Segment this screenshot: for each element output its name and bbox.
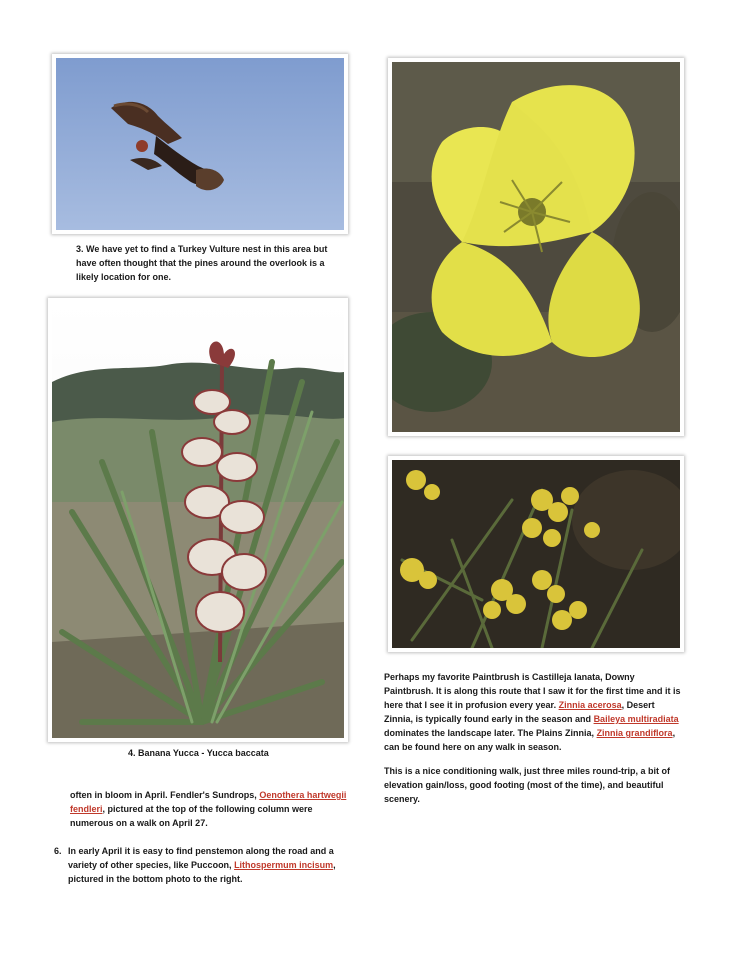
list-number: 6. <box>54 846 62 856</box>
yucca-photo <box>52 302 344 738</box>
baileya-link[interactable]: Baileya multiradiata <box>593 714 679 724</box>
vulture-photo <box>56 58 344 230</box>
yucca-caption: 4. Banana Yucca - Yucca baccata <box>128 748 269 758</box>
oenothera-link[interactable]: Oenothera hartwegii fendleri <box>70 790 347 814</box>
right-column-text <box>384 670 684 816</box>
left-paragraph-1: often in bloom in April. Fendler's Sundrops, Oenothera hartwegii fendleri, pictured at the top of the following column were numerous on a walk on April 27. <box>70 790 347 828</box>
right-paragraph-1: Perhaps my favorite Paintbrush is Castilleja lanata, Downy Paintbrush. It is along this route that I saw it for the first time and it is here that I see it in profusion every year. Zinnia acerosa, Desert Zinnia, is typically found early in the season and Baileya multiradiata dominates the landscape later. The Plains Zinnia, Zinnia grandiflora, can be found here on any walk in season. <box>384 672 681 752</box>
puccoon-photo <box>392 460 680 648</box>
vulture-photo-frame <box>52 54 348 234</box>
left-column-text <box>70 788 352 840</box>
zinnia-acerosa-link[interactable]: Zinnia acerosa <box>558 700 622 710</box>
vulture-caption: 3. We have yet to find a Turkey Vulture nest in this area but have often thought that the pines around the overlook is a likely location for one. <box>76 244 328 282</box>
puccoon-photo-frame <box>388 456 684 652</box>
zinnia-grandiflora-link[interactable]: Zinnia grandiflora <box>596 728 673 738</box>
lithospermum-link[interactable]: Lithospermum incisum <box>234 860 334 870</box>
yucca-photo-frame <box>48 298 348 742</box>
list-item: 6. In early April it is easy to find penstemon along the road and a variety of other species, like Puccoon, Lithospermum incisum, pictured in the bottom photo to the right. <box>54 846 336 884</box>
sundrops-photo <box>392 62 680 432</box>
sundrops-photo-frame <box>388 58 684 436</box>
right-paragraph-2: This is a nice conditioning walk, just three miles round-trip, a bit of elevation gain/loss, good footing (most of the time), and beautiful scenery. <box>384 766 671 804</box>
left-list-item-6 <box>54 844 352 886</box>
